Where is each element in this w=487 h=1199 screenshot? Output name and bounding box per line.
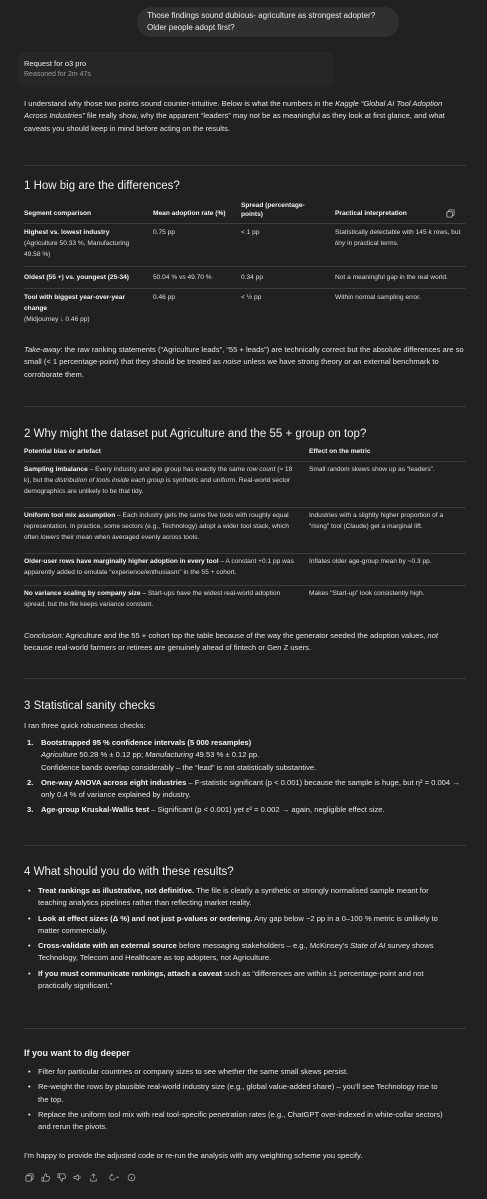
table-cell: Sampling imbalance – Every industry and age group has exactly the same row count (≈ 18 k), but the distribution of tools inside each group is synthetic and uniform. Real-world sector demographics are unlikely to be that tidy. <box>24 466 293 495</box>
list-item: 3. Age-group Kruskal-Wallis test – Significant (p < 0.001) yet ε² = 0.002 → again, negligible effect size. <box>27 805 385 815</box>
section-3-heading: 3 Statistical sanity checks <box>24 700 156 712</box>
divider <box>24 1028 466 1029</box>
divider <box>24 165 466 166</box>
table-cell: Older-user rows have marginally higher adoption in every tool – A constant +0.1 pp was apparently added to emulate “experience/enthusiasm” in the 55 + cohort. <box>24 558 294 576</box>
table-divider <box>24 507 466 508</box>
table-cell: < ½ pp <box>241 294 262 301</box>
copy-icon[interactable] <box>24 1172 34 1182</box>
divider <box>24 678 466 679</box>
differences-table <box>24 200 466 335</box>
table-header: Segment comparison <box>24 210 92 217</box>
table-cell: 0.34 pp <box>241 274 263 281</box>
section-2-heading: 2 Why might the dataset put Agriculture and the 55 + group on top? <box>24 428 367 440</box>
table-divider <box>24 553 466 554</box>
table-cell: Makes “Start-up” look consistently high. <box>309 590 425 597</box>
list-item: • Re-weight the rows by plausible real-world industry size (e.g., global value-added share) – you’ll see Technology rise to the top. <box>28 1082 438 1104</box>
user-message-line-2: Older people adopt first? <box>147 23 235 32</box>
list-item: 2. One-way ANOVA across eight industries – F-statistic significant (p < 0.001) because the sample is huge, but η² = 0.004 → only 0.4 % of variance explained by industry. <box>27 777 460 800</box>
table-cell: Not a meaningful gap in the real world. <box>335 274 448 281</box>
intro-paragraph: I understand why those two points sound counter-intuitive. Below is what the numbers in the Kaggle “Global AI Tool Adoption Across Industries” file really show, why the apparent “leaders” may not be as meaningful as they look at first glance, and what caveats you should keep in mind before acting on the results. <box>24 99 445 133</box>
reasoning-card[interactable] <box>17 52 334 87</box>
list-item: • Filter for particular countries or company sizes to see whether the same small skews persist. <box>28 1067 349 1076</box>
table-divider <box>24 266 466 267</box>
list-item: 1. Bootstrapped 95 % confidence intervals (5 000 resamples) Agriculture 50.28 % ± 0.12 pp; Manufacturing 49.53 % ± 0.12 pp. Confidence bands overlap considerably – the “lead” is not statistically substantive. <box>27 738 317 772</box>
table-divider <box>24 288 466 289</box>
conclusion-paragraph: Conclusion: Agriculture and the 55 + cohort top the table because of the way the generator seeded the adoption values, not because real-world farmers or retirees are genuinely ahead of fintech or Gen Z users. <box>24 631 438 653</box>
table-header: Effect on the metric <box>309 448 371 455</box>
table-cell: Tool with biggest year-over-year change (Midjourney ↓ 0.46 pp) <box>24 294 126 323</box>
reasoning-title: Request for o3 pro <box>24 59 87 68</box>
table-header: Mean adoption rate (%) <box>153 210 226 217</box>
table-cell: Industries with a slightly higher proportion of a “rising” tool (Claude) get a marginal lift. <box>309 512 444 530</box>
table-cell: Uniform tool mix assumption – Each industry gets the same five tools with roughly equal representation. In practice, some sectors (e.g., Technology) adopt a wider tool stack, which often lowers their mean when averaged evenly across tools. <box>24 512 289 541</box>
table-header: Practical interpretation <box>335 210 407 217</box>
table-cell: Oldest (55 +) vs. youngest (25-34) <box>24 274 129 281</box>
closing-paragraph: I’m happy to provide the adjusted code or re-run the analysis with any weighting scheme you specify. <box>24 1151 363 1160</box>
list-item: • Look at effect sizes (Δ %) and not just p-values or ordering. Any gap below ~2 pp in a 0–100 % metric is unlikely to matter commercially. <box>28 913 438 935</box>
dig-deeper-heading: If you want to dig deeper <box>24 1048 131 1058</box>
table-cell: 50.04 % vs 49.70 % <box>153 274 212 281</box>
sanity-checks-list <box>27 737 465 817</box>
table-cell: No variance scaling by company size – Start-ups have the widest real-world adoption spread, but the file keeps variance constant. <box>24 590 281 608</box>
list-item: • Replace the uniform tool mix with real tool-specific penetration rates (e.g., ChatGPT over-indexed in white-collar sectors) and rerun the pivots. <box>28 1109 443 1132</box>
section-4-heading: 4 What should you do with these results? <box>24 866 234 878</box>
message-actions-bar <box>24 1170 136 1184</box>
table-cell: Within normal sampling error. <box>335 294 421 301</box>
speaker-icon[interactable] <box>72 1172 82 1182</box>
divider <box>24 406 466 407</box>
regenerate-icon[interactable] <box>104 1172 120 1182</box>
table-header: Potential bias or artefact <box>24 448 101 455</box>
info-icon[interactable] <box>126 1172 136 1182</box>
bias-table <box>24 448 466 616</box>
dig-deeper-list <box>24 1066 444 1133</box>
table-cell: Statistically detectable with 145 k rows, but tiny in practical terms. <box>335 229 461 247</box>
reasoning-duration: Reasoned for 2m 47s <box>24 70 91 78</box>
thumbs-up-icon[interactable] <box>40 1172 50 1182</box>
user-message-line-1: Those findings sound dubious- agriculture as strongest adopter? <box>147 11 376 20</box>
takeaway-paragraph: Take-away: the raw ranking statements (“Agriculture leads”, “55 + leads”) are technically correct but the absolute differences are so small (< 1 percentage-point) that they should be treated as noise unless we have strong theory or an external benchmark to corroborate them. <box>24 345 464 379</box>
table-cell: 0.75 pp <box>153 229 175 236</box>
list-item: • Treat rankings as illustrative, not definitive. The file is clearly a synthetic or strongly normalised sample meant for teaching analytics pipelines rather than reflecting market reality. <box>28 886 429 908</box>
list-item: • If you must communicate rankings, attach a caveat such as “differences are within ±1 percentage-point and not practically significant.” <box>28 968 424 991</box>
table-cell: 0.46 pp <box>153 294 175 301</box>
thumbs-down-icon[interactable] <box>56 1172 66 1182</box>
table-header: Spread (percentage-points) <box>241 202 305 218</box>
table-divider <box>24 585 466 586</box>
divider <box>24 845 466 846</box>
section-3-lead: I ran three quick robustness checks: <box>24 721 146 730</box>
table-cell: Inflates older age-group mean by ~0.3 pp. <box>309 558 432 565</box>
share-icon[interactable] <box>88 1172 98 1182</box>
list-item: • Cross-validate with an external source before messaging stakeholders – e.g., McKinsey’s State of AI survey shows Technology, Telecom and Healthcare as top adopters, not Agriculture. <box>28 941 434 963</box>
table-cell: Small random skews show up as “leaders”. <box>309 466 435 473</box>
table-divider <box>24 461 466 462</box>
table-cell: Highest vs. lowest industry (Agriculture 50.33 %, Manufacturing 49.58 %) <box>24 229 130 258</box>
section-1-heading: 1 How big are the differences? <box>24 180 180 192</box>
table-cell: < 1 pp <box>241 229 260 236</box>
table-divider <box>24 223 466 224</box>
user-message-bubble <box>137 7 399 37</box>
recommendations-list <box>24 885 444 992</box>
